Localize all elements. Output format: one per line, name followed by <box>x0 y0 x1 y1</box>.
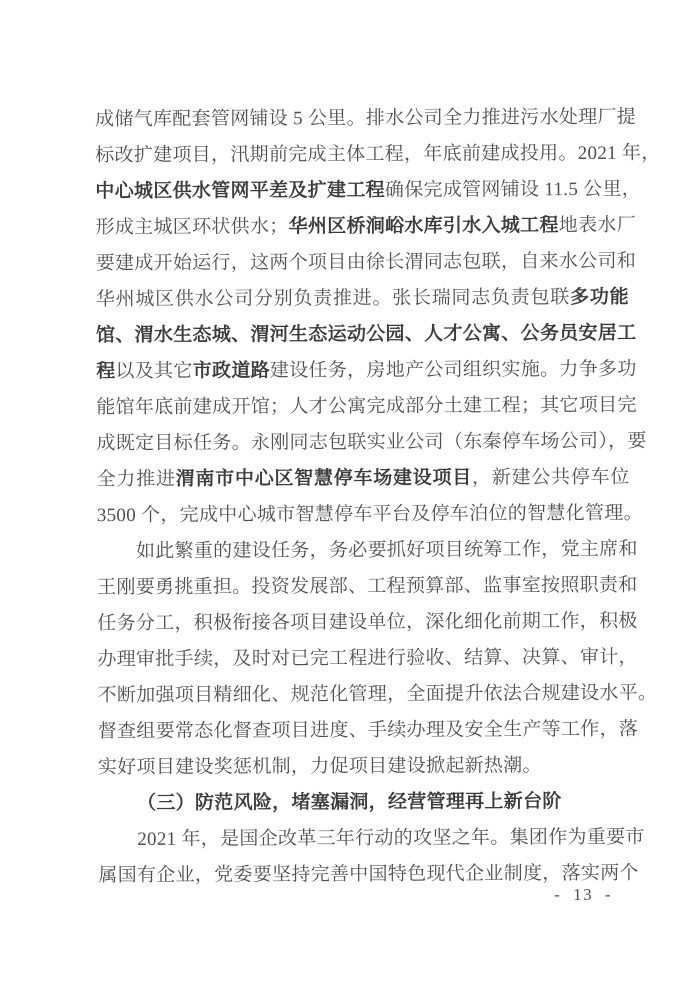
text-line <box>96 352 637 390</box>
para-soe-reform-opening <box>98 820 645 894</box>
body-text: 能馆年底前建成开馆；人才公寓完成部分土建工程；其它项目完 <box>96 394 637 419</box>
text-line <box>95 244 637 282</box>
emphasis-text: 渭南市中心区智慧停车场建设项目 <box>175 467 473 490</box>
body-text: 华州城区供水公司分别负责推进。张长瑞同志负责包联 <box>95 287 571 311</box>
emphasis-text: 多功能 <box>570 286 629 309</box>
body-text: 督查组要常态化督查项目进度、手续办理及安全生产等工作，落 <box>97 718 639 743</box>
body-text: 实好项目建设奖惩机制，力促项目建设掀起新热潮。 <box>97 755 542 779</box>
body-text: 如此繁重的建设任务，务必要抓好项目统筹工作，党主席和 <box>135 538 638 562</box>
body-text: 任务分工，积极衔接各项目建设单位，深化细化前期工作，积极 <box>97 610 638 635</box>
body-text: 成既定目标任务。永刚同志包联实业公司（东秦停车场公司），要 <box>96 430 647 455</box>
text-line <box>97 460 630 498</box>
text-column <box>95 100 661 894</box>
heading-section-three <box>98 784 631 822</box>
emphasis-text: 市政道路 <box>192 360 270 382</box>
text-line <box>98 748 631 786</box>
para-project-overall-management <box>97 532 658 786</box>
text-line <box>97 712 639 750</box>
text-line <box>97 532 638 570</box>
body-text: 以及其它 <box>115 360 193 383</box>
emphasis-text: 华州区桥涧峪水库引水入城工程 <box>288 215 559 238</box>
body-text: 王刚要勇挑重担。投资发展部、工程预算部、监事室按照职责和 <box>97 574 638 599</box>
text-line <box>98 856 639 894</box>
text-line <box>95 172 642 210</box>
body-text: 地表水厂 <box>558 214 637 237</box>
body-text: 确保完成管网铺设 11.5 公里， <box>384 178 642 201</box>
body-text: 办理审批手续，及时对已完工程进行验收、结算、决算、审计， <box>97 646 638 671</box>
emphasis-text: （三）防范风险，堵塞漏洞，经营管理再上新台阶 <box>137 791 562 814</box>
body-text: 不断加强项目精细化、规范化管理，全面提升依法合规建设水平。 <box>97 682 658 707</box>
text-line <box>97 568 638 606</box>
para-infrastructure-projects <box>95 100 661 534</box>
text-line <box>95 136 661 174</box>
body-text: 形成主城区环状供水； <box>95 216 289 239</box>
emphasis-text: 中心城区供水管网平差及扩建工程 <box>95 179 385 203</box>
body-text: ，新建公共停车位 <box>471 466 630 489</box>
emphasis-text: 馆、渭水生态城、渭河生态运动公园、人才公寓、公务员安居工 <box>95 322 637 347</box>
body-text: 2021 年，是国企改革三年行动的攻坚之年。集团作为重要市 <box>137 826 645 850</box>
text-line <box>98 784 631 822</box>
text-line <box>96 424 647 462</box>
body-text: 属国有企业，党委要坚持完善中国特色现代企业制度，落实两个 <box>98 862 639 887</box>
body-text: 建设任务，房地产公司组织实施。力争多功 <box>269 358 637 382</box>
text-line <box>97 640 638 678</box>
page-number: - 13 - <box>554 885 612 904</box>
body-text: 3500 个，完成中心城市智慧停车平台及停车泊位的智慧化管理。 <box>96 502 643 527</box>
text-line <box>96 388 637 426</box>
text-line <box>96 280 629 318</box>
text-line <box>98 820 645 858</box>
text-line <box>97 676 658 714</box>
text-line <box>95 316 637 354</box>
body-text: 要建成开始运行，这两个项目由徐长渭同志包联，自来水公司和 <box>95 250 637 275</box>
emphasis-text: 程 <box>96 361 116 383</box>
body-text: 成储气库配套管网铺设 5 公里。排水公司全力推进污水处理厂提 <box>95 106 637 131</box>
text-line <box>97 604 638 642</box>
body-text: 全力推进 <box>96 468 176 491</box>
text-line <box>96 496 643 534</box>
text-line <box>95 100 637 138</box>
text-line <box>95 208 637 246</box>
body-text: 标改扩建项目，汛期前完成主体工程，年底前建成投用。2021 年， <box>95 142 661 167</box>
